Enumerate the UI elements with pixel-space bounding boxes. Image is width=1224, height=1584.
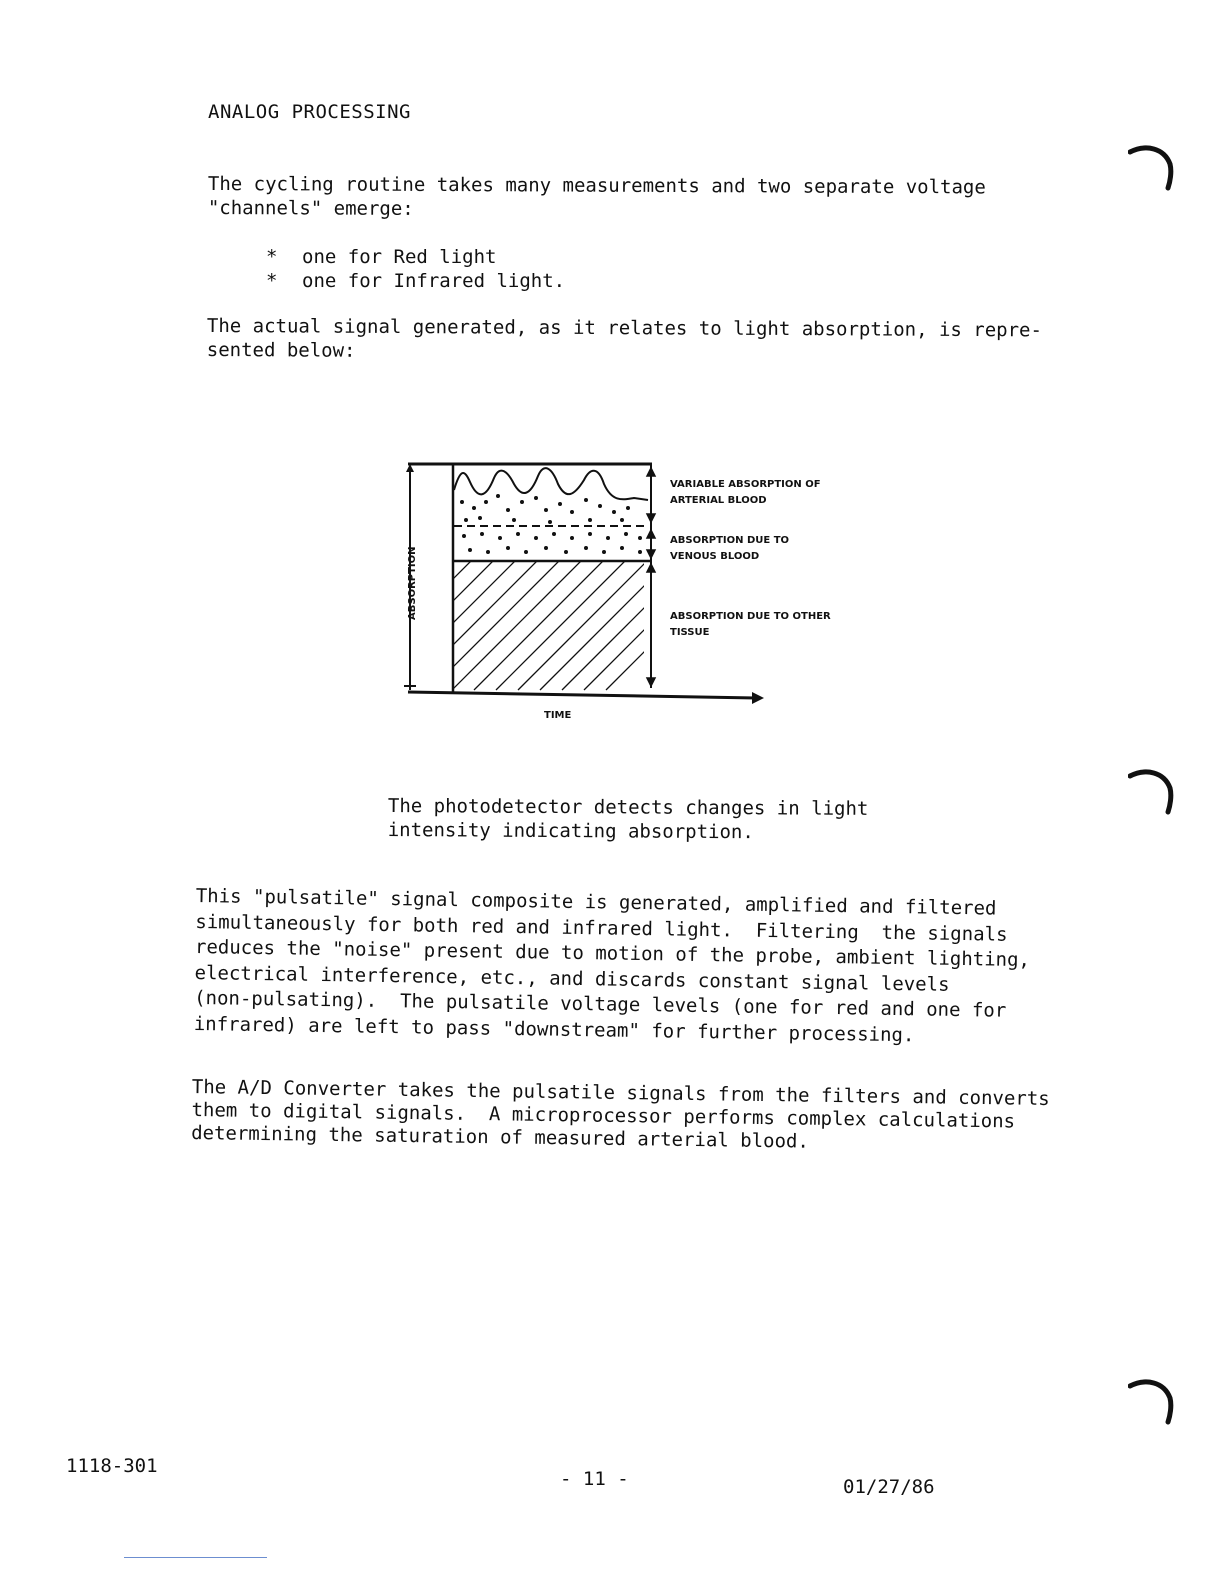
document-number: 1118-301 bbox=[66, 1455, 158, 1477]
pulsatile-paragraph: This "pulsatile" signal composite is generated, amplified and filtered simultaneously for both red and infrared light. Filtering the signals reduces the "noise" present due to motion of the probe, ambient lighting, electrical interference, etc., and discards constant signal levels (non-pulsating). The pulsatile voltage levels (one for red and one for infrared) are left to pass "downstream" for further processing. bbox=[193, 884, 1031, 1046]
converter-paragraph: The A/D Converter takes the pulsatile signals from the filters and converts them to digital signals. A microprocessor performs complex calculations determining the saturation of measured arterial blood. bbox=[191, 1076, 1050, 1153]
venous-label-line2: VENOUS BLOOD bbox=[670, 551, 760, 562]
document-date: 01/27/86 bbox=[843, 1476, 935, 1498]
arterial-waveform bbox=[454, 468, 648, 500]
arterial-label-line2: ARTERIAL BLOOD bbox=[670, 495, 767, 506]
arterial-dots bbox=[460, 494, 630, 524]
bullet-marker: * bbox=[266, 246, 278, 268]
list-item bbox=[266, 269, 565, 293]
tissue-hatching bbox=[390, 560, 736, 690]
absorption-diagram bbox=[390, 450, 900, 730]
list-item-text: one for Infrared light. bbox=[302, 270, 566, 292]
bullet-marker: * bbox=[266, 270, 278, 292]
binder-mark bbox=[1128, 766, 1176, 816]
y-axis-label: ABSORPTION bbox=[407, 546, 418, 620]
time-axis-line bbox=[408, 692, 756, 698]
tissue-label-line2: TISSUE bbox=[670, 627, 710, 638]
channel-list bbox=[266, 245, 565, 293]
list-item bbox=[266, 245, 565, 269]
scan-edge-line bbox=[124, 1557, 267, 1558]
arterial-label-line1: VARIABLE ABSORPTION OF bbox=[670, 479, 821, 490]
binder-mark bbox=[1128, 142, 1176, 192]
intro-paragraph: The cycling routine takes many measurements and two separate voltage "channels" emerge: bbox=[207, 172, 986, 220]
venous-dots bbox=[462, 532, 642, 554]
page-number: - 11 - bbox=[560, 1468, 629, 1490]
section-heading: ANALOG PROCESSING bbox=[208, 101, 411, 123]
signal-paragraph: The actual signal generated, as it relates to light absorption, is repre- sented below: bbox=[206, 315, 1043, 362]
binder-mark bbox=[1128, 1376, 1176, 1426]
tissue-label-line1: ABSORPTION DUE TO OTHER bbox=[670, 611, 831, 622]
venous-label-line1: ABSORPTION DUE TO bbox=[670, 535, 790, 546]
time-axis-arrowhead bbox=[752, 692, 764, 704]
x-axis-label: TIME bbox=[544, 710, 572, 721]
diagram-caption: The photodetector detects changes in light intensity indicating absorption. bbox=[387, 795, 869, 844]
list-item-text: one for Red light bbox=[302, 246, 497, 268]
